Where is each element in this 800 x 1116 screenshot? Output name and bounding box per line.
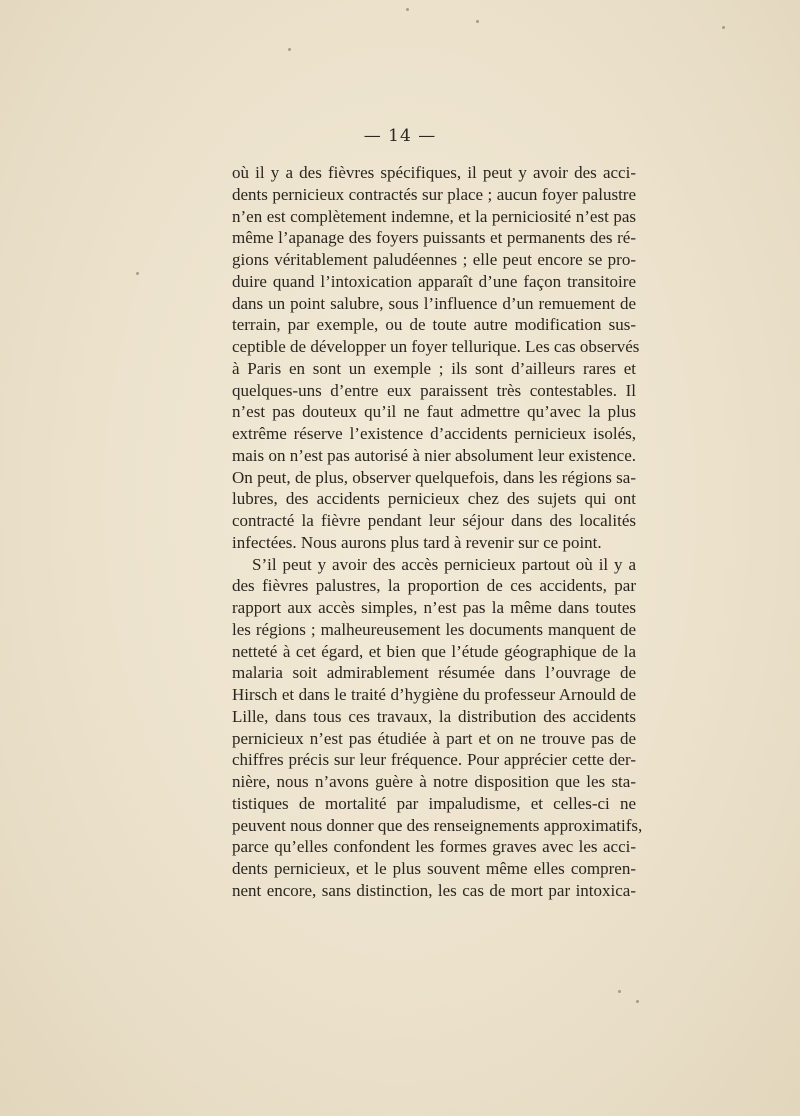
text-line: extrême réserve l’existence d’accidents pernicieux isolés,	[232, 424, 636, 443]
text-line: où il y a des fièvres spécifiques, il peut y avoir des acci-	[232, 163, 636, 182]
text-line: On peut, de plus, observer quelquefois, dans les régions sa-	[232, 467, 636, 487]
text-line: rapport aux accès simples, n’est pas la même dans toutes	[232, 598, 636, 617]
text-line: n’en est complètement indemne, et la perniciosité n’est pas	[232, 206, 636, 226]
text-line: à Paris en sont un exemple ; ils sont d’ailleurs rares et	[232, 358, 636, 378]
text-line: des fièvres palustres, la proportion de ces accidents, par	[232, 576, 636, 596]
text-line: n’est pas douteux qu’il ne faut admettre qu’avec la plus	[232, 402, 636, 422]
paper-speck	[136, 272, 139, 275]
text-line: infectées. Nous aurons plus tard à revenir sur ce point.	[232, 532, 602, 552]
text-line: netteté à cet égard, et bien que l’étude géographique de la	[232, 641, 636, 661]
body-text	[232, 162, 643, 902]
text-line: pernicieux n’est pas étudiée à part et on ne trouve pas de	[232, 728, 636, 748]
text-line: duire quand l’intoxication apparaît d’une façon transitoire	[232, 271, 636, 291]
paper-speck	[476, 20, 479, 23]
paper-speck	[636, 1000, 639, 1003]
text-line: dents pernicieux, et le plus souvent même elles compren-	[232, 859, 636, 878]
text-line: quelques-uns d’entre eux paraissent très contestables. Il	[232, 380, 636, 400]
text-line: nière, nous n’avons guère à notre disposition que les sta-	[232, 772, 636, 791]
text-line: dans un point salubre, sous l’influence d’un remuement de	[232, 293, 636, 313]
page-number: — 14 —	[363, 126, 437, 146]
paper-speck	[618, 990, 621, 993]
text-line: nent encore, sans distinction, les cas de mort par intoxica-	[232, 880, 636, 900]
paper-speck	[722, 26, 725, 29]
text-line: peuvent nous donner que des renseignements approximatifs,	[232, 815, 643, 835]
text-line: dents pernicieux contractés sur place ; aucun foyer palustre	[232, 184, 636, 204]
text-line: tistiques de mortalité par impaludisme, et celles-ci ne	[232, 793, 636, 813]
text-line: terrain, par exemple, ou de toute autre modification sus-	[232, 315, 636, 335]
text-line: les régions ; malheureusement les documents manquent de	[232, 619, 636, 639]
text-line: Lille, dans tous ces travaux, la distribution des accidents	[232, 706, 636, 726]
text-line: chiffres précis sur leur fréquence. Pour apprécier cette der-	[232, 750, 636, 770]
text-line: parce qu’elles confondent les formes graves avec les acci-	[232, 837, 636, 857]
text-line: gions véritablement paludéennes ; elle peut encore se pro-	[232, 250, 636, 269]
text-line: Hirsch et dans le traité d’hygiène du professeur Arnould de	[232, 685, 636, 704]
text-line: même l’apanage des foyers puissants et permanents des ré-	[232, 228, 636, 248]
paper-speck	[288, 48, 291, 51]
text-line: lubres, des accidents pernicieux chez des sujets qui ont	[232, 489, 636, 509]
text-line: ceptible de développer un foyer tellurique. Les cas observés	[232, 337, 640, 356]
text-line: malaria soit admirablement résumée dans l’ouvrage de	[232, 663, 636, 683]
paper-speck	[406, 8, 409, 11]
text-line: mais on n’est pas autorisé à nier absolument leur existence.	[232, 445, 636, 465]
text-line: contracté la fièvre pendant leur séjour dans des localités	[232, 511, 636, 530]
text-line: S’il peut y avoir des accès pernicieux partout où il y a	[252, 554, 636, 574]
